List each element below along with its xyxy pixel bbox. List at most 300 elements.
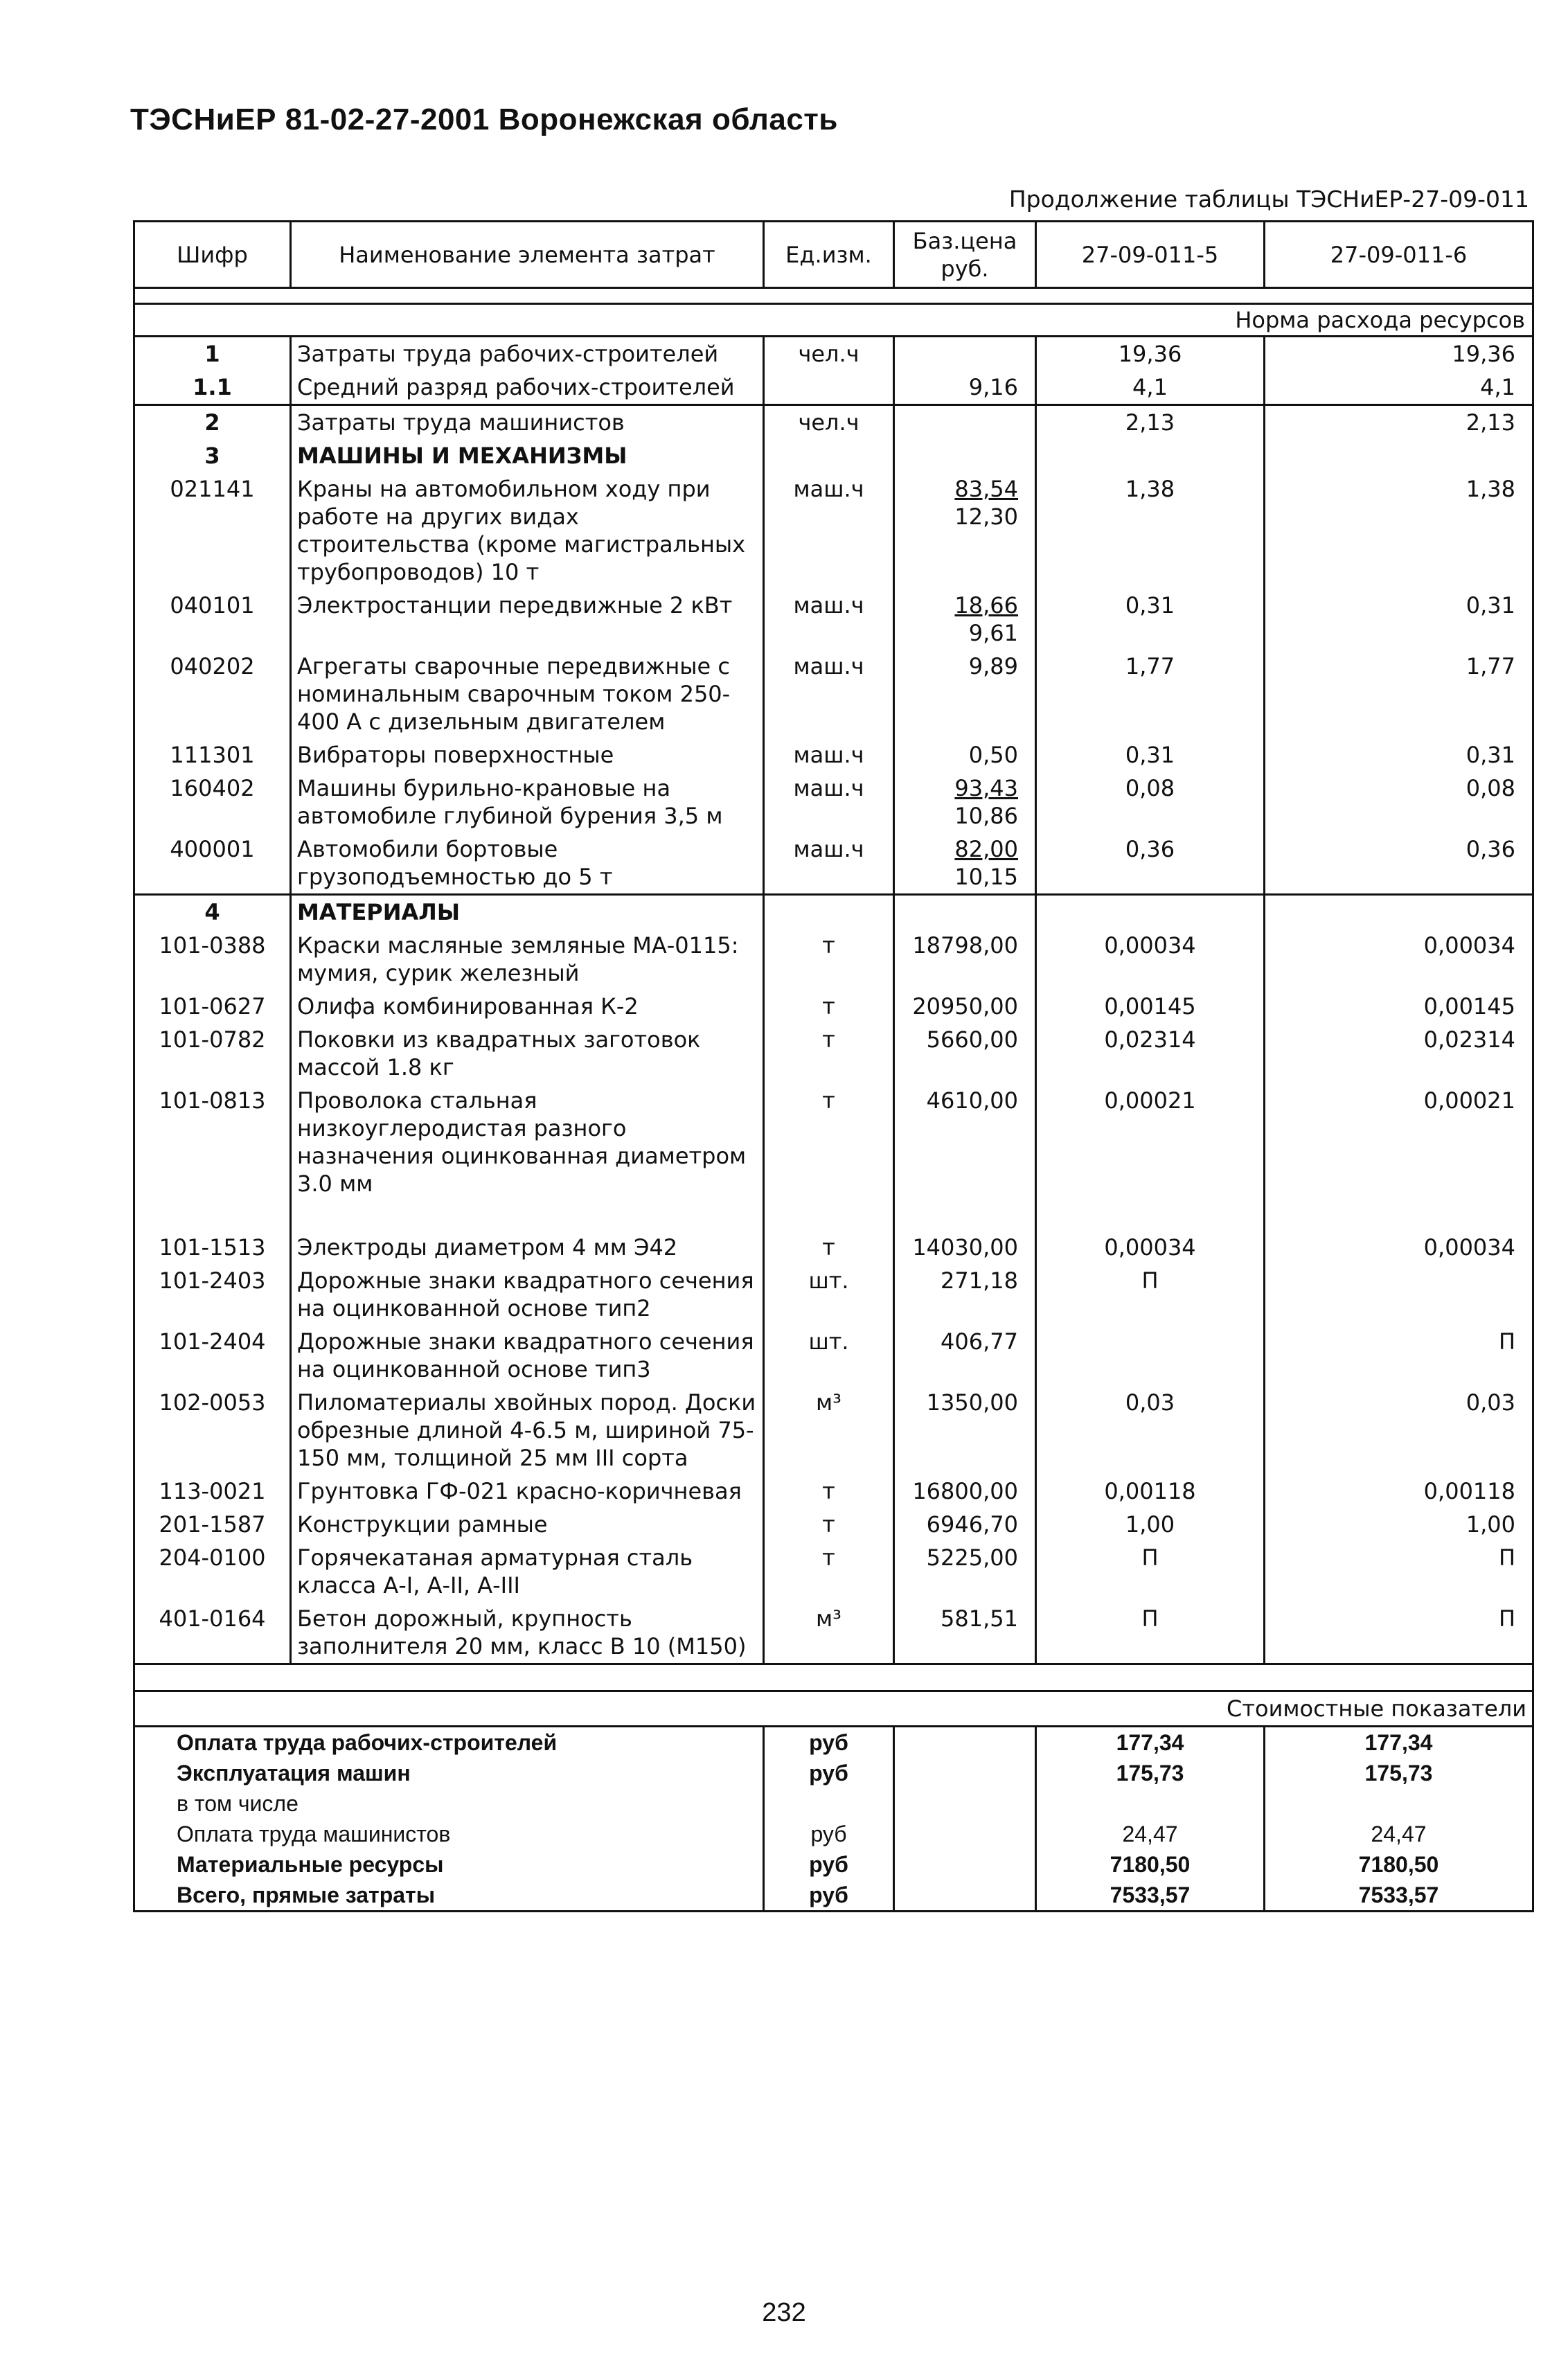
row-price-text: 6946,70 [926,1511,1018,1538]
row-norm-6-text: 0,00118 [1423,1478,1515,1504]
table-row [134,472,1533,589]
norm-caption: Норма расхода ресурсов [134,304,1533,337]
totals-norm-5: 24,47 [1036,1819,1265,1849]
row-unit-text: шт. [808,1328,849,1355]
row-norm-6 [1265,1023,1533,1084]
row-code [134,1508,291,1541]
row-code-text: 101-0813 [159,1087,266,1114]
totals-norm-6: 7533,57 [1358,1882,1439,1907]
row-norm-5-text: 0,00118 [1104,1478,1196,1504]
row-norm-6 [1265,1602,1533,1664]
row-norm-5-text: П [1141,1605,1159,1632]
row-code-text: 101-0388 [159,932,266,959]
row-norm-6 [1265,772,1533,833]
totals-name: Материальные ресурсы [134,1849,764,1880]
row-name [291,895,764,929]
row-price [894,1541,1036,1602]
row-code-text: 111301 [170,742,255,768]
row-price-text: 93,43 [954,775,1018,801]
row-norm-6 [1265,895,1533,929]
row-name [291,1084,764,1231]
row-unit-text: маш.ч [793,836,864,862]
totals-unit [764,1788,894,1819]
row-code-text: 204-0100 [159,1544,266,1571]
row-name-text: Поковки из квадратных заготовок массой 1.8 кг [297,1026,701,1080]
row-unit [764,337,894,371]
table-row [134,738,1533,772]
row-unit [764,439,894,472]
row-norm-6 [1265,337,1533,371]
row-name [291,772,764,833]
row-name-text: Конструкции рамные [297,1511,548,1538]
row-norm-5-text: 0,00034 [1104,1234,1196,1261]
row-code-text: 4 [204,899,220,925]
row-name [291,405,764,440]
row-code [134,1325,291,1386]
row-code-text: 101-0627 [159,993,266,1020]
row-unit [764,1231,894,1264]
row-norm-5-text: 19,36 [1118,341,1182,367]
row-norm-6-text: 0,00145 [1423,993,1515,1020]
row-name [291,472,764,589]
totals-norm-6: 175,73 [1364,1761,1433,1786]
totals-unit: руб [764,1758,894,1788]
row-price [894,439,1036,472]
row-price [894,1084,1036,1231]
row-unit [764,1541,894,1602]
row-norm-5 [1036,772,1265,833]
row-name [291,1325,764,1386]
row-name [291,1541,764,1602]
row-name-text: Пиломатериалы хвойных пород. Доски обрезные длиной 4-6.5 м, шириной 75-150 мм, толщиной 25 мм III сорта [297,1389,756,1471]
row-code [134,929,291,990]
row-norm-6-text: 19,36 [1452,341,1515,367]
document-title: ТЭСНиЕР 81-02-27-2001 Воронежская область [130,103,838,136]
row-norm-5 [1036,1325,1265,1386]
row-unit-text: т [822,1478,835,1504]
row-norm-6-text: 0,02314 [1423,1026,1515,1053]
row-code [134,405,291,440]
row-price-text: 20950,00 [912,993,1018,1020]
row-price [894,1231,1036,1264]
row-price-text: 271,18 [941,1267,1018,1294]
row-name [291,738,764,772]
row-code [134,650,291,738]
row-name [291,439,764,472]
row-name [291,929,764,990]
table-row [134,1386,1533,1475]
row-code [134,439,291,472]
row-price [894,1602,1036,1664]
row-code-text: 1 [204,341,220,367]
totals-norm-6: 7180,50 [1358,1852,1439,1877]
totals-name: в том числе [134,1788,764,1819]
row-norm-5-text: 0,36 [1125,836,1175,862]
row-price [894,650,1036,738]
table-row [134,650,1533,738]
row-norm-5 [1036,1264,1265,1325]
row-name-text: Олифа комбинированная К-2 [297,993,639,1020]
row-norm-5 [1036,650,1265,738]
row-unit [764,589,894,650]
row-norm-6 [1265,990,1533,1023]
row-code-text: 160402 [170,775,255,801]
row-name-text: Проволока стальная низкоуглеродистая разного назначения оцинкованная диаметром 3.0 мм [297,1087,747,1197]
row-code [134,895,291,929]
row-price-text: 9,16 [968,374,1018,400]
row-unit-text: чел.ч [798,409,859,436]
row-name [291,650,764,738]
row-code-text: 201-1587 [159,1511,266,1538]
table-row [134,1475,1533,1508]
table-row [134,1023,1533,1084]
row-norm-6-text: 0,03 [1465,1389,1515,1416]
row-price-secondary-text: 10,15 [954,864,1018,890]
row-norm-6 [1265,589,1533,650]
row-name-text: МАТЕРИАЛЫ [297,899,461,925]
row-norm-5 [1036,1386,1265,1475]
row-norm-6 [1265,405,1533,440]
row-code [134,1475,291,1508]
row-norm-5 [1036,1231,1265,1264]
totals-price-empty [894,1819,1036,1849]
row-norm-5-text: 4,1 [1132,374,1168,400]
row-norm-5 [1036,1541,1265,1602]
row-norm-6-text: 0,00034 [1423,1234,1515,1261]
row-norm-6-text: 4,1 [1480,374,1515,400]
row-norm-5 [1036,1084,1265,1231]
totals-unit: руб [764,1819,894,1849]
row-code-text: 2 [204,409,220,436]
table-row [134,337,1533,371]
row-unit [764,1475,894,1508]
totals-name: Эксплуатация машин [134,1758,764,1788]
row-unit [764,1508,894,1541]
header-name: Наименование элемента затрат [291,222,764,288]
row-unit [764,650,894,738]
row-code [134,371,291,405]
row-norm-5-text: 0,31 [1125,742,1175,768]
row-price-text: 581,51 [941,1605,1018,1632]
table-row [134,1264,1533,1325]
row-price [894,833,1036,895]
row-name [291,1475,764,1508]
row-name [291,990,764,1023]
row-unit-text: т [822,993,835,1020]
table-row [134,371,1533,405]
row-norm-5-text: 0,00021 [1104,1087,1196,1114]
row-name [291,1023,764,1084]
row-norm-5 [1036,929,1265,990]
cost-caption-row [134,1691,1533,1727]
row-unit-text: маш.ч [793,653,864,679]
row-price [894,1475,1036,1508]
header-code: Шифр [134,222,291,288]
row-norm-5 [1036,1508,1265,1541]
table-row [134,895,1533,929]
row-unit-text: маш.ч [793,476,864,502]
row-price-secondary-text: 12,30 [954,504,1018,530]
row-name-text: Агрегаты сварочные передвижные с номинальным сварочным током 250-400 А с дизельным двигателем [297,653,731,735]
row-norm-6-text: 2,13 [1465,409,1515,436]
row-code-text: 101-2404 [159,1328,266,1355]
row-unit-text: т [822,1234,835,1261]
table-continuation-caption: Продолжение таблицы ТЭСНиЕР-27-09-011 [1008,186,1529,213]
table-row [134,833,1533,895]
row-name-text: Грунтовка ГФ-021 красно-коричневая [297,1478,742,1504]
row-norm-5-text: 0,03 [1125,1389,1175,1416]
row-norm-5 [1036,1602,1265,1664]
totals-norm-5 [1036,1788,1265,1819]
row-name [291,1508,764,1541]
table-row [134,589,1533,650]
row-price [894,1508,1036,1541]
row-norm-5 [1036,405,1265,440]
header-unit: Ед.изм. [764,222,894,288]
totals-price-empty [894,1727,1036,1759]
row-norm-6 [1265,1084,1533,1231]
row-name-text: Горячекатаная арматурная сталь класса А-I, А-II, А-III [297,1544,693,1599]
row-name [291,1231,764,1264]
row-price [894,929,1036,990]
row-norm-5-text: 1,00 [1125,1511,1175,1538]
row-price [894,1023,1036,1084]
row-norm-6-text: П [1498,1605,1515,1632]
row-code-text: 040202 [170,653,255,679]
row-norm-5 [1036,895,1265,929]
row-unit-text: м³ [816,1389,841,1416]
row-unit [764,1264,894,1325]
row-norm-5 [1036,1023,1265,1084]
row-price-text: 83,54 [954,476,1018,502]
row-norm-5-text: П [1141,1544,1159,1571]
row-unit [764,1386,894,1475]
row-name-text: Средний разряд рабочих-строителей [297,374,735,400]
totals-norm-6: 177,34 [1265,1727,1533,1759]
row-price-text: 82,00 [954,836,1018,862]
row-price-text: 5225,00 [926,1544,1018,1571]
row-price [894,1386,1036,1475]
row-code [134,337,291,371]
table-row [134,1231,1533,1264]
row-norm-6 [1265,929,1533,990]
page-number: 232 [762,2298,806,2327]
row-norm-6-text: 0,31 [1465,742,1515,768]
row-norm-6 [1265,1541,1533,1602]
table-row [134,929,1533,990]
row-price-text: 5660,00 [926,1026,1018,1053]
row-price-text: 4610,00 [926,1087,1018,1114]
row-unit-text: т [822,1511,835,1538]
row-code [134,1231,291,1264]
row-norm-6-text: 1,77 [1465,653,1515,679]
row-norm-6 [1265,1475,1533,1508]
row-name-text: Краны на автомобильном ходу при работе на других видах строительства (кроме магистральных трубопроводов) 10 т [297,476,746,585]
row-norm-6 [1265,371,1533,405]
row-norm-5-text: П [1141,1267,1159,1294]
row-code [134,738,291,772]
table-row [134,1084,1533,1231]
row-code-text: 101-1513 [159,1234,266,1261]
row-price-text: 16800,00 [912,1478,1018,1504]
row-norm-6-text: 0,00034 [1423,932,1515,959]
row-code-text: 021141 [170,476,255,502]
totals-name: Оплата труда машинистов [134,1819,764,1849]
row-code [134,772,291,833]
row-price [894,895,1036,929]
row-norm-5 [1036,337,1265,371]
row-price-text: 406,77 [941,1328,1018,1355]
row-norm-6 [1265,1231,1533,1264]
row-price [894,1264,1036,1325]
row-norm-5 [1036,990,1265,1023]
header-price: Баз.цена руб. [894,222,1036,288]
row-price [894,472,1036,589]
header-norm-6: 27-09-011-6 [1265,222,1533,288]
row-norm-5-text: 0,08 [1125,775,1175,801]
row-norm-5-text: 0,02314 [1104,1026,1196,1053]
row-unit [764,929,894,990]
row-code-text: 401-0164 [159,1605,266,1632]
row-norm-6-text: 0,00021 [1423,1087,1515,1114]
row-norm-6 [1265,472,1533,589]
totals-name: Оплата труда рабочих-строителей [134,1727,764,1759]
table-header-row [134,222,1533,288]
resource-norms-table [133,220,1534,1912]
totals-row [134,1727,1533,1759]
row-unit-text: т [822,1087,835,1114]
row-name [291,1386,764,1475]
row-norm-5-text: 0,31 [1125,592,1175,618]
row-price-text: 9,89 [968,653,1018,679]
row-unit [764,472,894,589]
totals-norm-6 [1265,1788,1533,1819]
row-code-text: 400001 [170,836,255,862]
row-unit-text: шт. [808,1267,849,1294]
table-row [134,1508,1533,1541]
row-price-text: 18,66 [954,592,1018,618]
row-code [134,589,291,650]
totals-row [134,1819,1533,1849]
row-norm-5-text: 0,00034 [1104,932,1196,959]
row-name-text: Краски масляные земляные МА-0115: мумия, сурик железный [297,932,739,986]
row-name-text: Электроды диаметром 4 мм Э42 [297,1234,678,1261]
row-code [134,1023,291,1084]
row-unit-text: чел.ч [798,341,859,367]
row-norm-6 [1265,1386,1533,1475]
row-code-text: 113-0021 [159,1478,266,1504]
totals-unit: руб [764,1727,894,1759]
row-price [894,589,1036,650]
row-name [291,833,764,895]
row-norm-5-text: 0,00145 [1104,993,1196,1020]
row-price-text: 1350,00 [926,1389,1018,1416]
row-unit [764,990,894,1023]
row-norm-6-text: П [1498,1544,1515,1571]
row-price [894,1325,1036,1386]
row-norm-6 [1265,1325,1533,1386]
row-price [894,990,1036,1023]
row-name-text: Затраты труда машинистов [297,409,625,436]
totals-price-empty [894,1880,1036,1912]
totals-row [134,1849,1533,1880]
row-name-text: Вибраторы поверхностные [297,742,614,768]
row-price [894,371,1036,405]
row-code [134,1084,291,1231]
row-norm-6-text: 0,08 [1465,775,1515,801]
table-row [134,439,1533,472]
cost-gap-row [134,1664,1533,1691]
row-norm-6 [1265,738,1533,772]
row-code [134,1264,291,1325]
row-name-text: Машины бурильно-крановые на автомобиле глубиной бурения 3,5 м [297,775,723,829]
norm-caption-row [134,304,1533,337]
row-name-text: Электростанции передвижные 2 кВт [297,592,733,618]
row-name-text: Дорожные знаки квадратного сечения на оцинкованной основе тип3 [297,1328,754,1382]
row-name [291,1602,764,1664]
row-norm-5 [1036,589,1265,650]
row-norm-6-text: 1,38 [1465,476,1515,502]
row-norm-5 [1036,439,1265,472]
row-name-text: Бетон дорожный, крупность заполнителя 20 мм, класс В 10 (М150) [297,1605,747,1659]
row-code-text: 102-0053 [159,1389,266,1416]
totals-name: Всего, прямые затраты [134,1880,764,1912]
totals-unit: руб [764,1849,894,1880]
row-code [134,472,291,589]
row-unit-text: т [822,1026,835,1053]
row-unit [764,833,894,895]
row-price [894,337,1036,371]
totals-norm-5: 7180,50 [1036,1849,1265,1880]
row-price-secondary-text: 9,61 [968,620,1018,646]
row-code-text: 101-2403 [159,1267,266,1294]
row-code-text: 040101 [170,592,255,618]
row-name [291,337,764,371]
row-unit-text: маш.ч [793,592,864,618]
table-row [134,1602,1533,1664]
totals-unit: руб [764,1880,894,1912]
row-price [894,405,1036,440]
totals-price-empty [894,1758,1036,1788]
row-unit [764,1602,894,1664]
row-price-text: 18798,00 [912,932,1018,959]
row-unit [764,772,894,833]
row-code-text: 3 [204,443,220,469]
header-gap-row [134,288,1533,304]
row-norm-5-text: 2,13 [1125,409,1175,436]
row-norm-5-text: 1,77 [1125,653,1175,679]
row-norm-5 [1036,472,1265,589]
row-price-text: 0,50 [968,742,1018,768]
row-unit-text: т [822,932,835,959]
row-name-text: Затраты труда рабочих-строителей [297,341,719,367]
totals-norm-5: 7533,57 [1036,1880,1265,1912]
row-norm-6-text: 0,36 [1465,836,1515,862]
row-name-text: Дорожные знаки квадратного сечения на оцинкованной основе тип2 [297,1267,754,1321]
row-unit [764,1084,894,1231]
row-unit-text: маш.ч [793,775,864,801]
table-row [134,1325,1533,1386]
totals-row [134,1788,1533,1819]
row-name [291,1264,764,1325]
table-row [134,990,1533,1023]
row-norm-6 [1265,439,1533,472]
totals-norm-5: 175,73 [1036,1758,1265,1788]
row-name [291,589,764,650]
table-row [134,1541,1533,1602]
totals-norm-5: 177,34 [1036,1727,1265,1759]
row-price [894,738,1036,772]
